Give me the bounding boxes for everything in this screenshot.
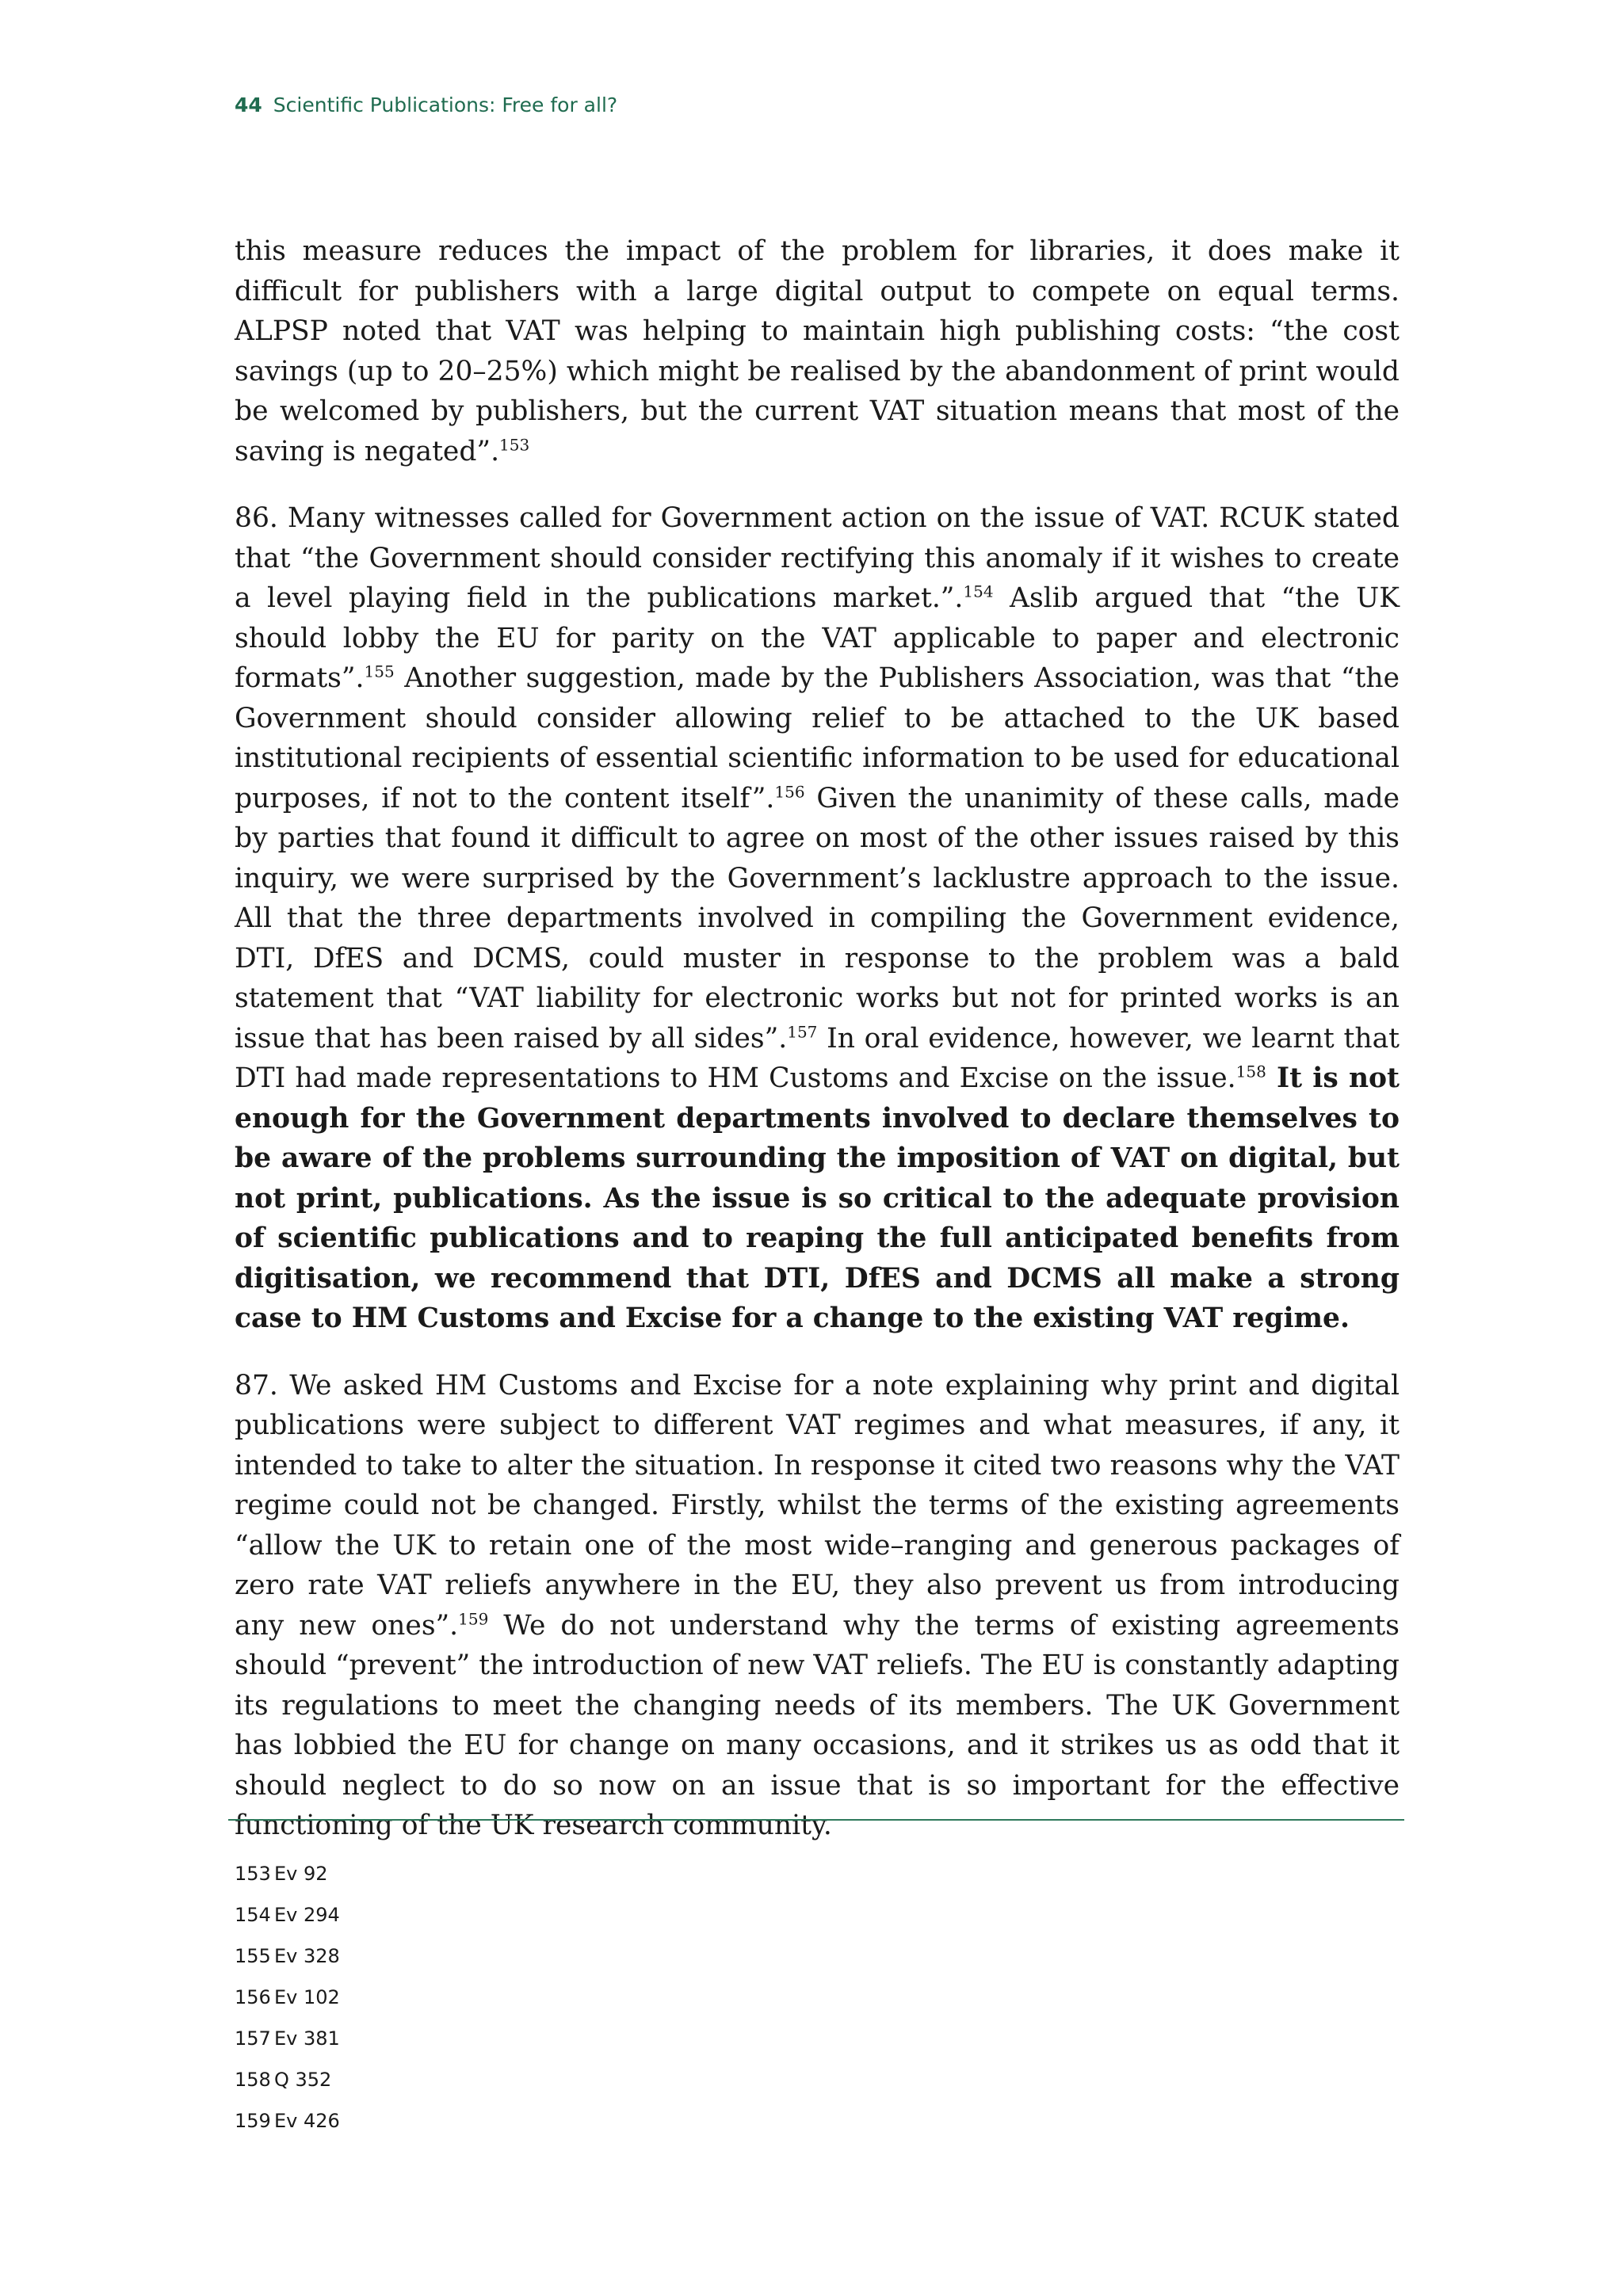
paragraph-text: Aslib argued that “the UK should lobby the EU for parity on the VAT applicable to paper and electronic formats”. — [235, 582, 1400, 694]
footnote-number: 153 — [235, 1863, 271, 1885]
page-number: 44 — [235, 93, 262, 116]
document-title: Scientific Publications: Free for all? — [273, 93, 618, 116]
paragraph-text: 86. Many witnesses called for Government action on the issue of VAT. RCUK stated that “the Government should consider rectifying this anomaly if it wishes to create a level playing field in the publications market.”. — [235, 502, 1400, 614]
footnote-reference: Ev 426 — [274, 2110, 340, 2132]
footnote-ref-156[interactable]: 156 — [774, 782, 805, 802]
footnote-ref-158[interactable]: 158 — [1235, 1062, 1266, 1081]
footnote-item — [235, 2068, 340, 2109]
paragraph-text: this measure reduces the impact of the problem for libraries, it does make it difficult for publishers with a large digital output to compete on equal terms. ALPSP noted that VAT was helping to maintain high publishing costs: “the cost savings (up to 20–25%) which might be realised by the abandonment of print would be welcomed by publishers, but the current VAT situation means that most of the saving is negated”. — [235, 235, 1400, 467]
footnote-ref-153[interactable]: 153 — [499, 435, 530, 455]
footnote-number: 159 — [235, 2110, 271, 2132]
footnote-ref-155[interactable]: 155 — [364, 662, 395, 681]
footnote-item — [235, 1903, 340, 1944]
paragraph-text: We do not understand why the terms of existing agreements should “prevent” the introduction of new VAT reliefs. The EU is constantly adapting its regulations to meet the changing needs of its members. The UK Government has lobbied the EU for change on many occasions, and it strikes us as odd that it should neglect to do so now on an issue that is so important for the effective functioning of the UK research community. — [235, 1609, 1400, 1841]
footnote-reference: Ev 328 — [274, 1945, 340, 1967]
paragraph-86 — [235, 498, 1400, 1339]
paragraph-text: In oral evidence, however, we learnt that DTI had made representations to HM Customs and Excise on the issue. — [235, 1022, 1400, 1094]
footnote-ref-157[interactable]: 157 — [787, 1022, 818, 1042]
footnote-reference: Ev 294 — [274, 1904, 340, 1926]
running-header — [235, 93, 617, 116]
recommendation-text: It is not enough for the Government departments involved to declare themselves to be aware of the problems surrounding the imposition of VAT on digital, but not print, publications. As the issue is so critical to the adequate provision of scientific publications and to reaping the full anticipated benefits from digitisation, we recommend that DTI, DfES and DCMS all make a strong case to HM Customs and Excise for a change to the existing VAT regime. — [235, 1062, 1400, 1334]
footnote-item — [235, 2109, 340, 2150]
paragraph-continued — [235, 231, 1400, 471]
footnote-reference: Ev 381 — [274, 2027, 340, 2050]
footnote-number: 154 — [235, 1904, 271, 1926]
footnote-ref-159[interactable]: 159 — [458, 1609, 489, 1629]
footnote-number: 156 — [235, 1986, 271, 2008]
footnote-ref-154[interactable]: 154 — [963, 582, 994, 601]
paragraph-87 — [235, 1366, 1400, 1846]
footnote-item — [235, 1944, 340, 1985]
footnotes — [235, 1862, 340, 2150]
footnote-number: 157 — [235, 2027, 271, 2050]
paragraph-text: Another suggestion, made by the Publishers Association, was that “the Government should consider allowing relief to be attached to the UK based institutional recipients of essential scientific information to be used for educational purposes, if not to the content itself”. — [235, 662, 1400, 814]
footnote-divider — [228, 1819, 1404, 1821]
footnote-item — [235, 2027, 340, 2068]
footnote-number: 158 — [235, 2069, 271, 2091]
footnote-reference: Q 352 — [274, 2069, 332, 2091]
body-text — [235, 231, 1400, 1873]
footnote-reference: Ev 102 — [274, 1986, 340, 2008]
footnote-item — [235, 1862, 340, 1903]
paragraph-text: Given the unanimity of these calls, made by parties that found it difficult to agree on most of the other issues raised by this inquiry, we were surprised by the Government’s lacklustre approach to the issue. All that the three departments involved in compiling the Government evidence, DTI, DfES and DCMS, could muster in response to the problem was a bald statement that “VAT liability for electronic works but not for printed works is an issue that has been raised by all sides”. — [235, 782, 1400, 1055]
paragraph-text: 87. We asked HM Customs and Excise for a note explaining why print and digital publications were subject to different VAT regimes and what measures, if any, it intended to take to alter the situation. In response it cited two reasons why the VAT regime could not be changed. Firstly, whilst the terms of the existing agreements “allow the UK to retain one of the most wide–ranging and generous packages of zero rate VAT reliefs anywhere in the EU, they also prevent us from introducing any new ones”. — [235, 1369, 1400, 1642]
footnote-number: 155 — [235, 1945, 271, 1967]
footnote-reference: Ev 92 — [274, 1863, 328, 1885]
footnote-item — [235, 1985, 340, 2027]
